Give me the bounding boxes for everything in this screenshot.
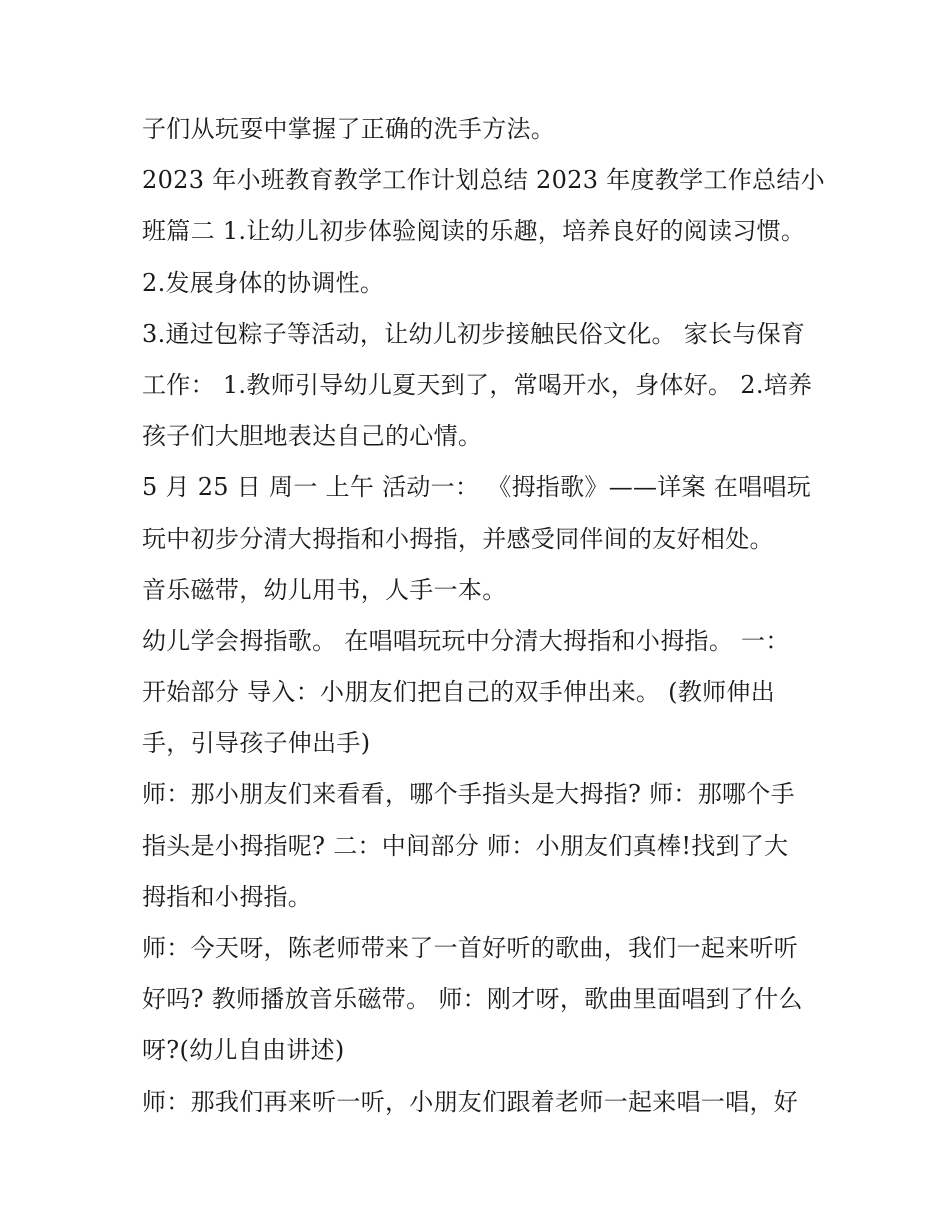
paragraph [142, 462, 814, 564]
text-line: 子们从玩耍中掌握了正确的洗手方法。 [142, 115, 556, 143]
paragraph [142, 923, 814, 1077]
paragraph [142, 309, 814, 463]
text-line: 好吗? 教师播放音乐磁带。 师：刚才呀，歌曲里面唱到了什么 [142, 985, 803, 1014]
paragraph [142, 565, 814, 616]
text-line: 班篇二 1.让幼儿初步体验阅读的乐趣，培养良好的阅读习惯。 [142, 217, 806, 246]
text-line: 呀?(幼儿自由讲述) [142, 1036, 345, 1065]
paragraph [142, 616, 814, 770]
text-line: 5 月 25 日 周一 上午 活动一： 《拇指歌》——详案 在唱唱玩 [142, 473, 812, 502]
text-line: 2023 年小班教育教学工作计划总结 2023 年度教学工作总结小 [142, 166, 825, 195]
text-line: 师：那我们再来听一听，小朋友们跟着老师一起来唱一唱，好 [142, 1087, 799, 1116]
text-line: 孩子们大胆地表达自己的心情。 [142, 422, 483, 451]
text-line: 3.通过包粽子等活动，让幼儿初步接触民俗文化。 家长与保育 [142, 319, 806, 348]
text-line: 音乐磁带，幼儿用书，人手一本。 [142, 575, 507, 604]
document-page [142, 104, 825, 1128]
text-line: 手，引导孩子伸出手) [142, 729, 371, 758]
paragraph [142, 258, 814, 309]
paragraph [142, 769, 814, 923]
text-line: 玩中初步分清大拇指和小拇指，并感受同伴间的友好相处。 [142, 524, 774, 553]
text-line: 师：今天呀，陈老师带来了一首好听的歌曲，我们一起来听听 [142, 934, 799, 962]
text-line: 开始部分 导入：小朋友们把自己的双手伸出来。 (教师伸出 [142, 678, 776, 707]
text-line: 指头是小拇指呢? 二：中间部分 师：小朋友们真棒!找到了大 [142, 831, 789, 860]
text-line: 工作： 1.教师引导幼儿夏天到了，常喝开水，身体好。 2.培养 [142, 370, 813, 399]
paragraph [142, 155, 825, 257]
text-line: 师：那小朋友们来看看，哪个手指头是大拇指? 师：那哪个手 [142, 780, 795, 809]
text-line: 拇指和小拇指。 [142, 882, 313, 911]
paragraph [142, 104, 814, 155]
text-line: 2.发展身体的协调性。 [142, 268, 385, 297]
paragraph [142, 1077, 814, 1128]
text-line: 幼儿学会拇指歌。 在唱唱玩玩中分清大拇指和小拇指。 一： [142, 626, 790, 655]
